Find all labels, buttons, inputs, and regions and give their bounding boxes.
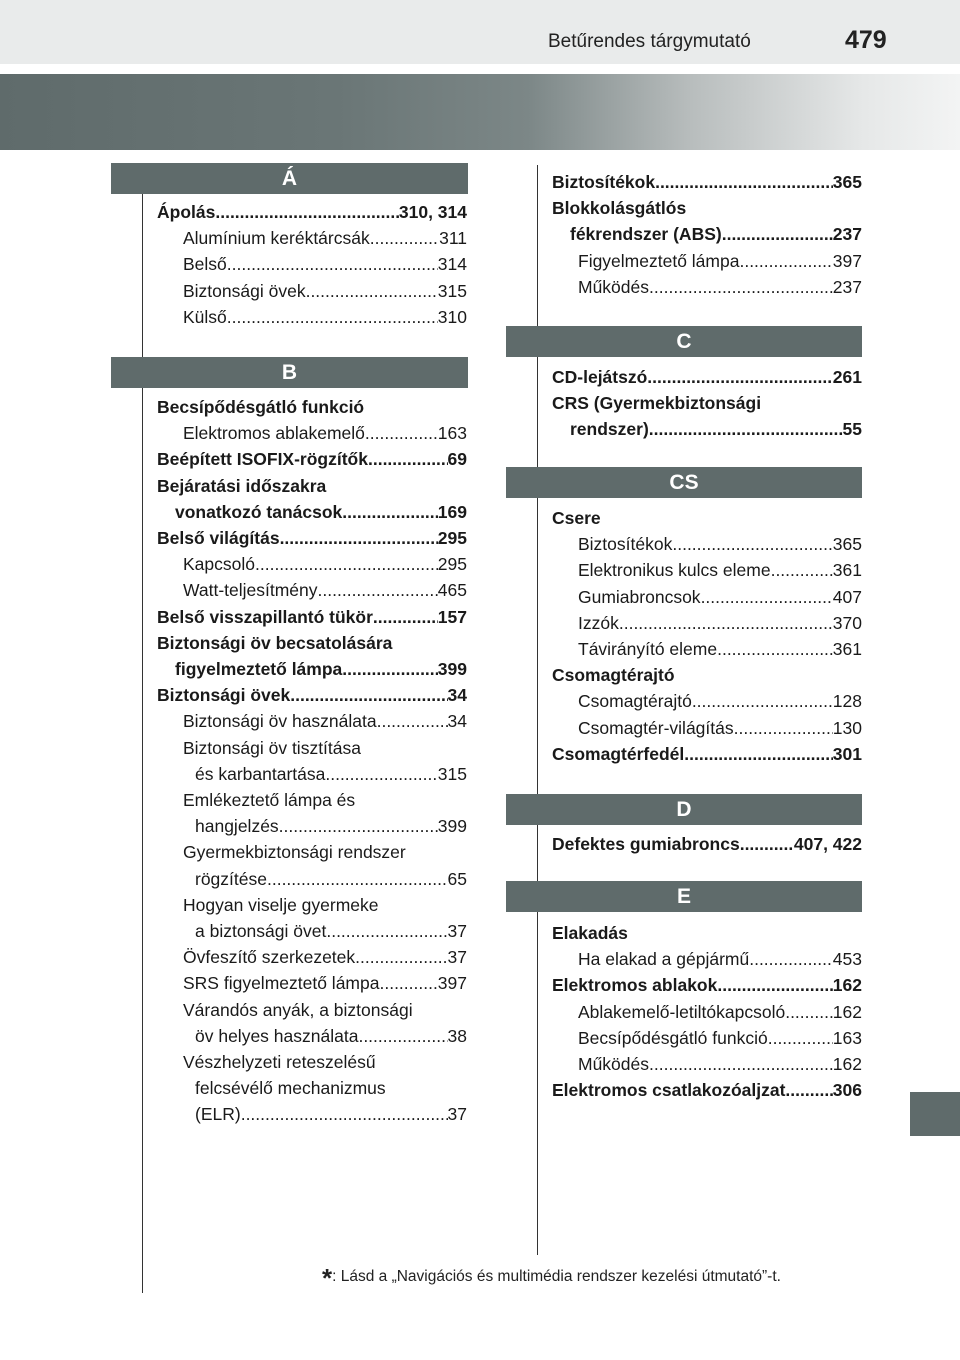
index-entries-c [552, 364, 862, 443]
index-entry: Elektromos ablakok ..... 162 [552, 972, 862, 998]
index-entries-b [157, 394, 467, 1128]
section-header-d: D [506, 794, 862, 825]
index-entry: Biztonsági öv használata ..... 34 [157, 708, 467, 734]
footnote-text: : Lásd a „Navigációs és multimédia rendszer kezelési útmutató”-t. [332, 1268, 781, 1285]
index-entry: Biztosítékok ..... 365 [552, 531, 862, 557]
index-entry: Csomagtér-világítás ..... 130 [552, 715, 862, 741]
index-entry: Becsípődésgátló funkció [157, 397, 365, 417]
index-entry: CD-lejátszó ..... 261 [552, 364, 862, 390]
index-entry: Gyermekbiztonsági rendszer [183, 842, 406, 863]
index-entry: Belső világítás ..... 295 [157, 525, 467, 551]
index-entry: Izzók ..... 370 [552, 610, 862, 636]
header-bar [0, 0, 960, 64]
section-header-b: B [111, 357, 468, 388]
index-entry: Bejáratási időszakra [157, 475, 327, 496]
index-entry: Biztonsági öv tisztítása [183, 737, 361, 758]
index-entry: Várandós anyák, a biztonsági [183, 999, 413, 1020]
index-entry: Gumiabroncsok ..... 407 [552, 584, 862, 610]
index-entry: CRS (Gyermekbiztonsági [552, 393, 762, 414]
decorative-banner [0, 74, 960, 150]
footnote [322, 1263, 781, 1294]
index-entry: Távirányító eleme ..... 361 [552, 636, 862, 662]
index-entry: Csomagtérfedél ..... 301 [552, 741, 862, 767]
index-entry: Ha elakad a gépjármű ..... 453 [552, 946, 862, 972]
index-entry: rögzítése ..... 65 [157, 866, 467, 892]
index-entry: Belső visszapillantó tükör ..... 157 [157, 604, 467, 630]
index-entries-e [552, 920, 862, 1103]
index-entry: Blokkolásgátlós [552, 198, 687, 219]
column-divider [142, 192, 143, 362]
footnote-asterisk: * [322, 1263, 333, 1293]
chapter-side-tab [910, 1092, 960, 1136]
index-entry: Biztonsági övek ..... 34 [157, 682, 467, 708]
index-entries-d [552, 831, 862, 857]
index-entry: Biztonsági öv becsatolására [157, 632, 393, 653]
page-header-title: Betűrendes tárgymutató [548, 31, 751, 52]
index-entry: Csere [552, 508, 601, 528]
index-entry: Elektromos csatlakozóaljzat ..... 306 [552, 1077, 862, 1103]
index-entry: Hogyan viselje gyermeke [183, 894, 379, 915]
index-entry: hangjelzés ..... 399 [157, 813, 467, 839]
index-entry: a biztonsági övet ..... 37 [157, 918, 467, 944]
index-entry: felcsévélő mechanizmus [195, 1078, 386, 1099]
index-entry: fékrendszer (ABS) ..... 237 [552, 221, 862, 247]
index-entry: Ápolás ..... 310, 314 [157, 199, 467, 225]
index-entry: Belső ..... 314 [157, 251, 467, 277]
index-entry: Emlékeztető lámpa és [183, 790, 356, 811]
index-entry: Külső ..... 310 [157, 304, 467, 330]
section-header-cs: CS [506, 467, 862, 498]
index-entry: Defektes gumiabroncs ..... 407, 422 [552, 831, 862, 857]
column-divider [142, 388, 143, 1293]
index-entry: Becsípődésgátló funkció ..... 163 [552, 1025, 862, 1051]
index-entry: Kapcsoló ..... 295 [157, 551, 467, 577]
index-entry: Beépített ISOFIX-rögzítők ..... 69 [157, 446, 467, 472]
index-entry: Watt-teljesítmény ..... 465 [157, 577, 467, 603]
section-header-c: C [506, 326, 862, 357]
index-entry: Csomagtérajtó ..... 128 [552, 688, 862, 714]
index-entry: Alumínium keréktárcsák ..... 311 [157, 225, 467, 251]
page-number: 479 [845, 26, 887, 54]
section-header-a-acute: Á [111, 163, 468, 194]
index-entries-cs [552, 505, 862, 767]
index-entry: Biztonsági övek ..... 315 [157, 278, 467, 304]
index-entry: rendszer) ..... 55 [552, 416, 862, 442]
index-entry: Csomagtérajtó [552, 665, 675, 686]
index-entry: Működés ..... 162 [552, 1051, 862, 1077]
index-entry: Elektronikus kulcs eleme ..... 361 [552, 557, 862, 583]
index-entries-a-acute [157, 199, 467, 330]
index-entry: Elektromos ablakemelő ..... 163 [157, 420, 467, 446]
index-entry: Vészhelyzeti reteszelésű [183, 1052, 376, 1073]
index-entry: Biztosítékok ..... 365 [552, 169, 862, 195]
index-entry: figyelmeztető lámpa ..... 399 [157, 656, 467, 682]
index-entry: és karbantartása ..... 315 [157, 761, 467, 787]
section-header-e: E [506, 881, 862, 912]
index-entry: Működés ..... 237 [552, 274, 862, 300]
index-entries-b-continued [552, 169, 862, 300]
index-entry: SRS figyelmeztető lámpa ..... 397 [157, 970, 467, 996]
index-entry: Elakadás [552, 923, 628, 943]
index-entry: (ELR) ..... 37 [157, 1101, 467, 1127]
index-entry: Övfeszítő szerkezetek ..... 37 [157, 944, 467, 970]
index-entry: Ablakemelő-letiltókapcsoló ..... 162 [552, 999, 862, 1025]
index-entry: öv helyes használata ..... 38 [157, 1023, 467, 1049]
index-entry: vonatkozó tanácsok ..... 169 [157, 499, 467, 525]
index-entry: Figyelmeztető lámpa ..... 397 [552, 248, 862, 274]
